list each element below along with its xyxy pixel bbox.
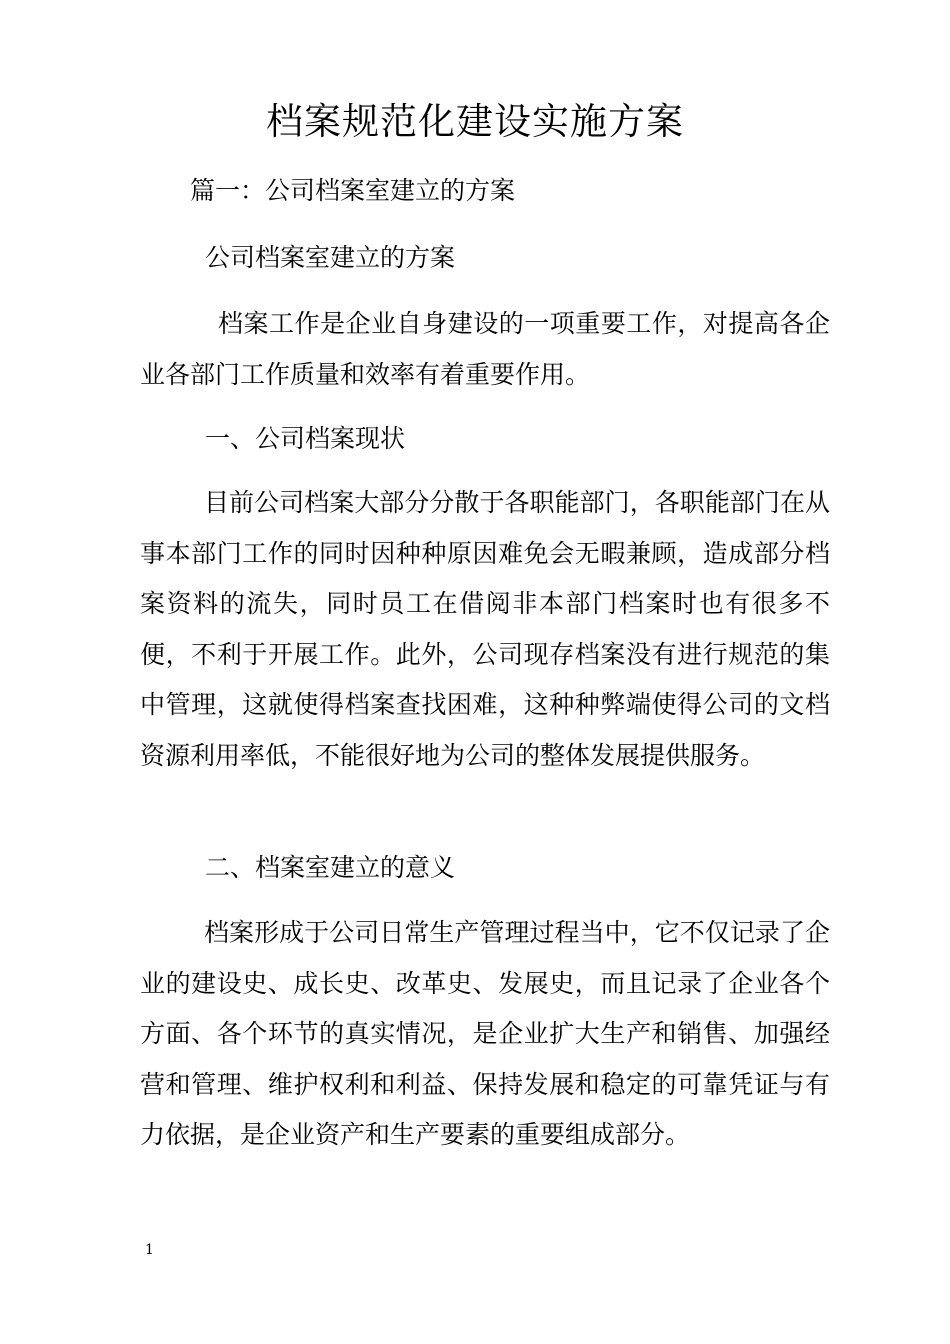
section2-paragraph: 档案形成于公司日常生产管理过程当中，它不仅记录了企业的建设史、成长史、改革史、发展史，而且记录了企业各个方面、各个环节的真实情况，是企业扩大生产和销售、加强经营和管理、维护权利和利益、保持发展和稳定的可靠凭证与有力依据，是企业资产和生产要素的重要组成部分。	[140, 918, 830, 1149]
document-title: 档案规范化建设实施方案	[266, 100, 684, 143]
section1-heading: 一、公司档案现状	[205, 424, 406, 453]
page-number: 1	[145, 1242, 154, 1258]
intro-paragraph: 档案工作是企业自身建设的一项重要工作，对提高各企业各部门工作质量和效率有着重要作用。	[140, 309, 830, 389]
section1-paragraph: 目前公司档案大部分分散于各职能部门，各职能部门在从事本部门工作的同时因种种原因难免会无暇兼顾，造成部分档案资料的流失，同时员工在借阅非本部门档案时也有很多不便，不利于开展工作。此外，公司现存档案没有进行规范的集中管理，这就使得档案查找困难，这种种弊端使得公司的文档资源利用率低，不能很好地为公司的整体发展提供服务。	[140, 488, 830, 770]
subtitle: 公司档案室建立的方案	[205, 243, 456, 272]
section2-heading: 二、档案室建立的意义	[205, 853, 456, 882]
chapter-heading: 篇一：公司档案室建立的方案	[190, 176, 516, 205]
